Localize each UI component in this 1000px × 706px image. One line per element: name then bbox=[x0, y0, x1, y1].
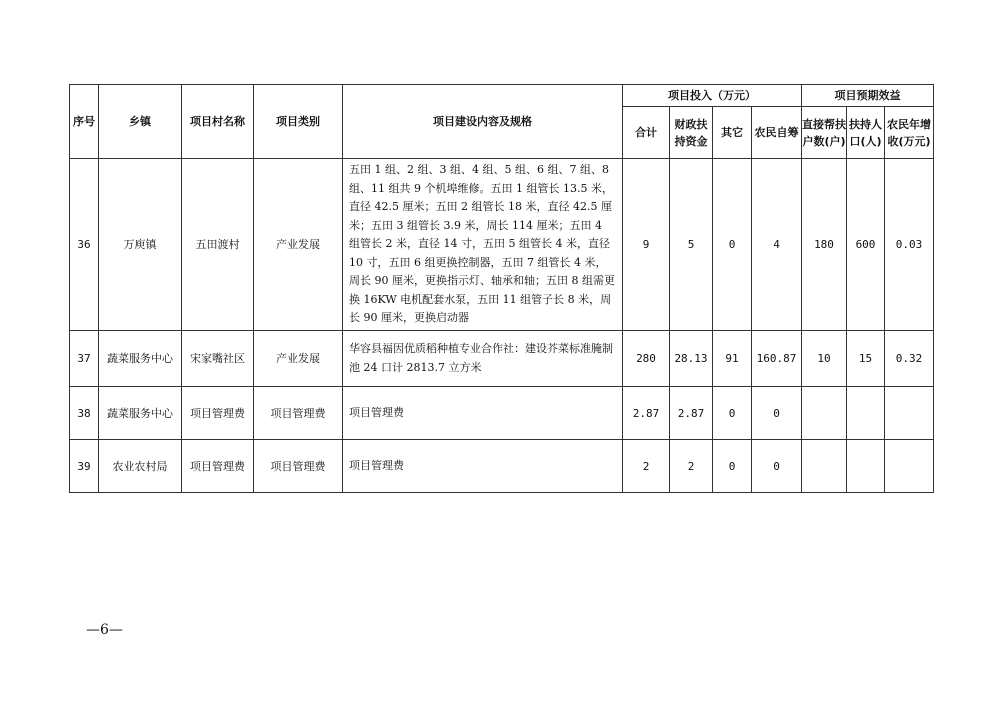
cell-households: 180 bbox=[802, 159, 847, 331]
header-other: 其它 bbox=[713, 107, 752, 159]
cell-town: 万庾镇 bbox=[99, 159, 182, 331]
cell-people bbox=[847, 440, 885, 493]
cell-farmer: 160.87 bbox=[752, 331, 802, 387]
cell-fiscal: 2 bbox=[670, 440, 713, 493]
header-farmer: 农民自筹 bbox=[752, 107, 802, 159]
cell-households: 10 bbox=[802, 331, 847, 387]
cell-category: 产业发展 bbox=[254, 159, 343, 331]
cell-farmer: 4 bbox=[752, 159, 802, 331]
header-seq: 序号 bbox=[70, 85, 99, 159]
cell-other: 0 bbox=[713, 159, 752, 331]
cell-people: 600 bbox=[847, 159, 885, 331]
cell-farmer: 0 bbox=[752, 387, 802, 440]
cell-town: 蔬菜服务中心 bbox=[99, 331, 182, 387]
cell-people: 15 bbox=[847, 331, 885, 387]
cell-seq: 36 bbox=[70, 159, 99, 331]
cell-total: 2 bbox=[623, 440, 670, 493]
cell-village: 项目管理费 bbox=[182, 387, 254, 440]
cell-households bbox=[802, 440, 847, 493]
header-content: 项目建设内容及规格 bbox=[343, 85, 623, 159]
cell-content: 项目管理费 bbox=[343, 440, 623, 493]
header-households: 直接帮扶户数(户) bbox=[802, 107, 847, 159]
header-income: 农民年增收(万元) bbox=[885, 107, 934, 159]
cell-other: 0 bbox=[713, 440, 752, 493]
cell-fiscal: 5 bbox=[670, 159, 713, 331]
cell-fiscal: 2.87 bbox=[670, 387, 713, 440]
cell-content: 五田 1 组、2 组、3 组、4 组、5 组、6 组、7 组、8 组、11 组共 9 个机埠维修。五田 1 组管长 13.5 米，直径 42.5 厘米；五田 2 组管长 18 米，直径 42.5 厘米；五田 3 组管长 3.9 米，周长 114 厘米；五田 4 组管长 2 米，直径 14 寸，五田 5 组管长 4 米，直径 10 寸，五田 6 组更换控制器，五田 7 组管长 4 米，周长 90 厘米，更换指示灯、轴承和轴；五田 8 组需更换 16KW 电机配套水泵，五田 11 组管子长 8 米，周长 90 厘米，更换启动器 bbox=[343, 159, 623, 331]
cell-town: 蔬菜服务中心 bbox=[99, 387, 182, 440]
cell-village: 宋家嘴社区 bbox=[182, 331, 254, 387]
header-benefit-group: 项目预期效益 bbox=[802, 85, 934, 107]
cell-content: 项目管理费 bbox=[343, 387, 623, 440]
cell-people bbox=[847, 387, 885, 440]
cell-other: 0 bbox=[713, 387, 752, 440]
cell-seq: 37 bbox=[70, 331, 99, 387]
header-fiscal: 财政扶持资金 bbox=[670, 107, 713, 159]
cell-category: 项目管理费 bbox=[254, 387, 343, 440]
table-row bbox=[70, 331, 934, 387]
table-row bbox=[70, 387, 934, 440]
cell-income bbox=[885, 387, 934, 440]
cell-town: 农业农村局 bbox=[99, 440, 182, 493]
table-row bbox=[70, 440, 934, 493]
project-table bbox=[69, 84, 934, 493]
cell-seq: 38 bbox=[70, 387, 99, 440]
header-total: 合计 bbox=[623, 107, 670, 159]
cell-village: 五田渡村 bbox=[182, 159, 254, 331]
header-village: 项目村名称 bbox=[182, 85, 254, 159]
cell-total: 280 bbox=[623, 331, 670, 387]
header-investment-group: 项目投入（万元） bbox=[623, 85, 802, 107]
cell-total: 9 bbox=[623, 159, 670, 331]
cell-income: 0.32 bbox=[885, 331, 934, 387]
cell-other: 91 bbox=[713, 331, 752, 387]
cell-households bbox=[802, 387, 847, 440]
cell-category: 项目管理费 bbox=[254, 440, 343, 493]
cell-total: 2.87 bbox=[623, 387, 670, 440]
cell-farmer: 0 bbox=[752, 440, 802, 493]
cell-category: 产业发展 bbox=[254, 331, 343, 387]
header-category: 项目类别 bbox=[254, 85, 343, 159]
page-number: —6— bbox=[86, 622, 123, 638]
cell-village: 项目管理费 bbox=[182, 440, 254, 493]
table-row bbox=[70, 159, 934, 331]
cell-seq: 39 bbox=[70, 440, 99, 493]
cell-fiscal: 28.13 bbox=[670, 331, 713, 387]
cell-content: 华容县福因优质稻种植专业合作社：建设芥菜标准腌制池 24 口计 2813.7 立方米 bbox=[343, 331, 623, 387]
cell-income bbox=[885, 440, 934, 493]
header-people: 扶持人口(人) bbox=[847, 107, 885, 159]
cell-income: 0.03 bbox=[885, 159, 934, 331]
header-town: 乡镇 bbox=[99, 85, 182, 159]
